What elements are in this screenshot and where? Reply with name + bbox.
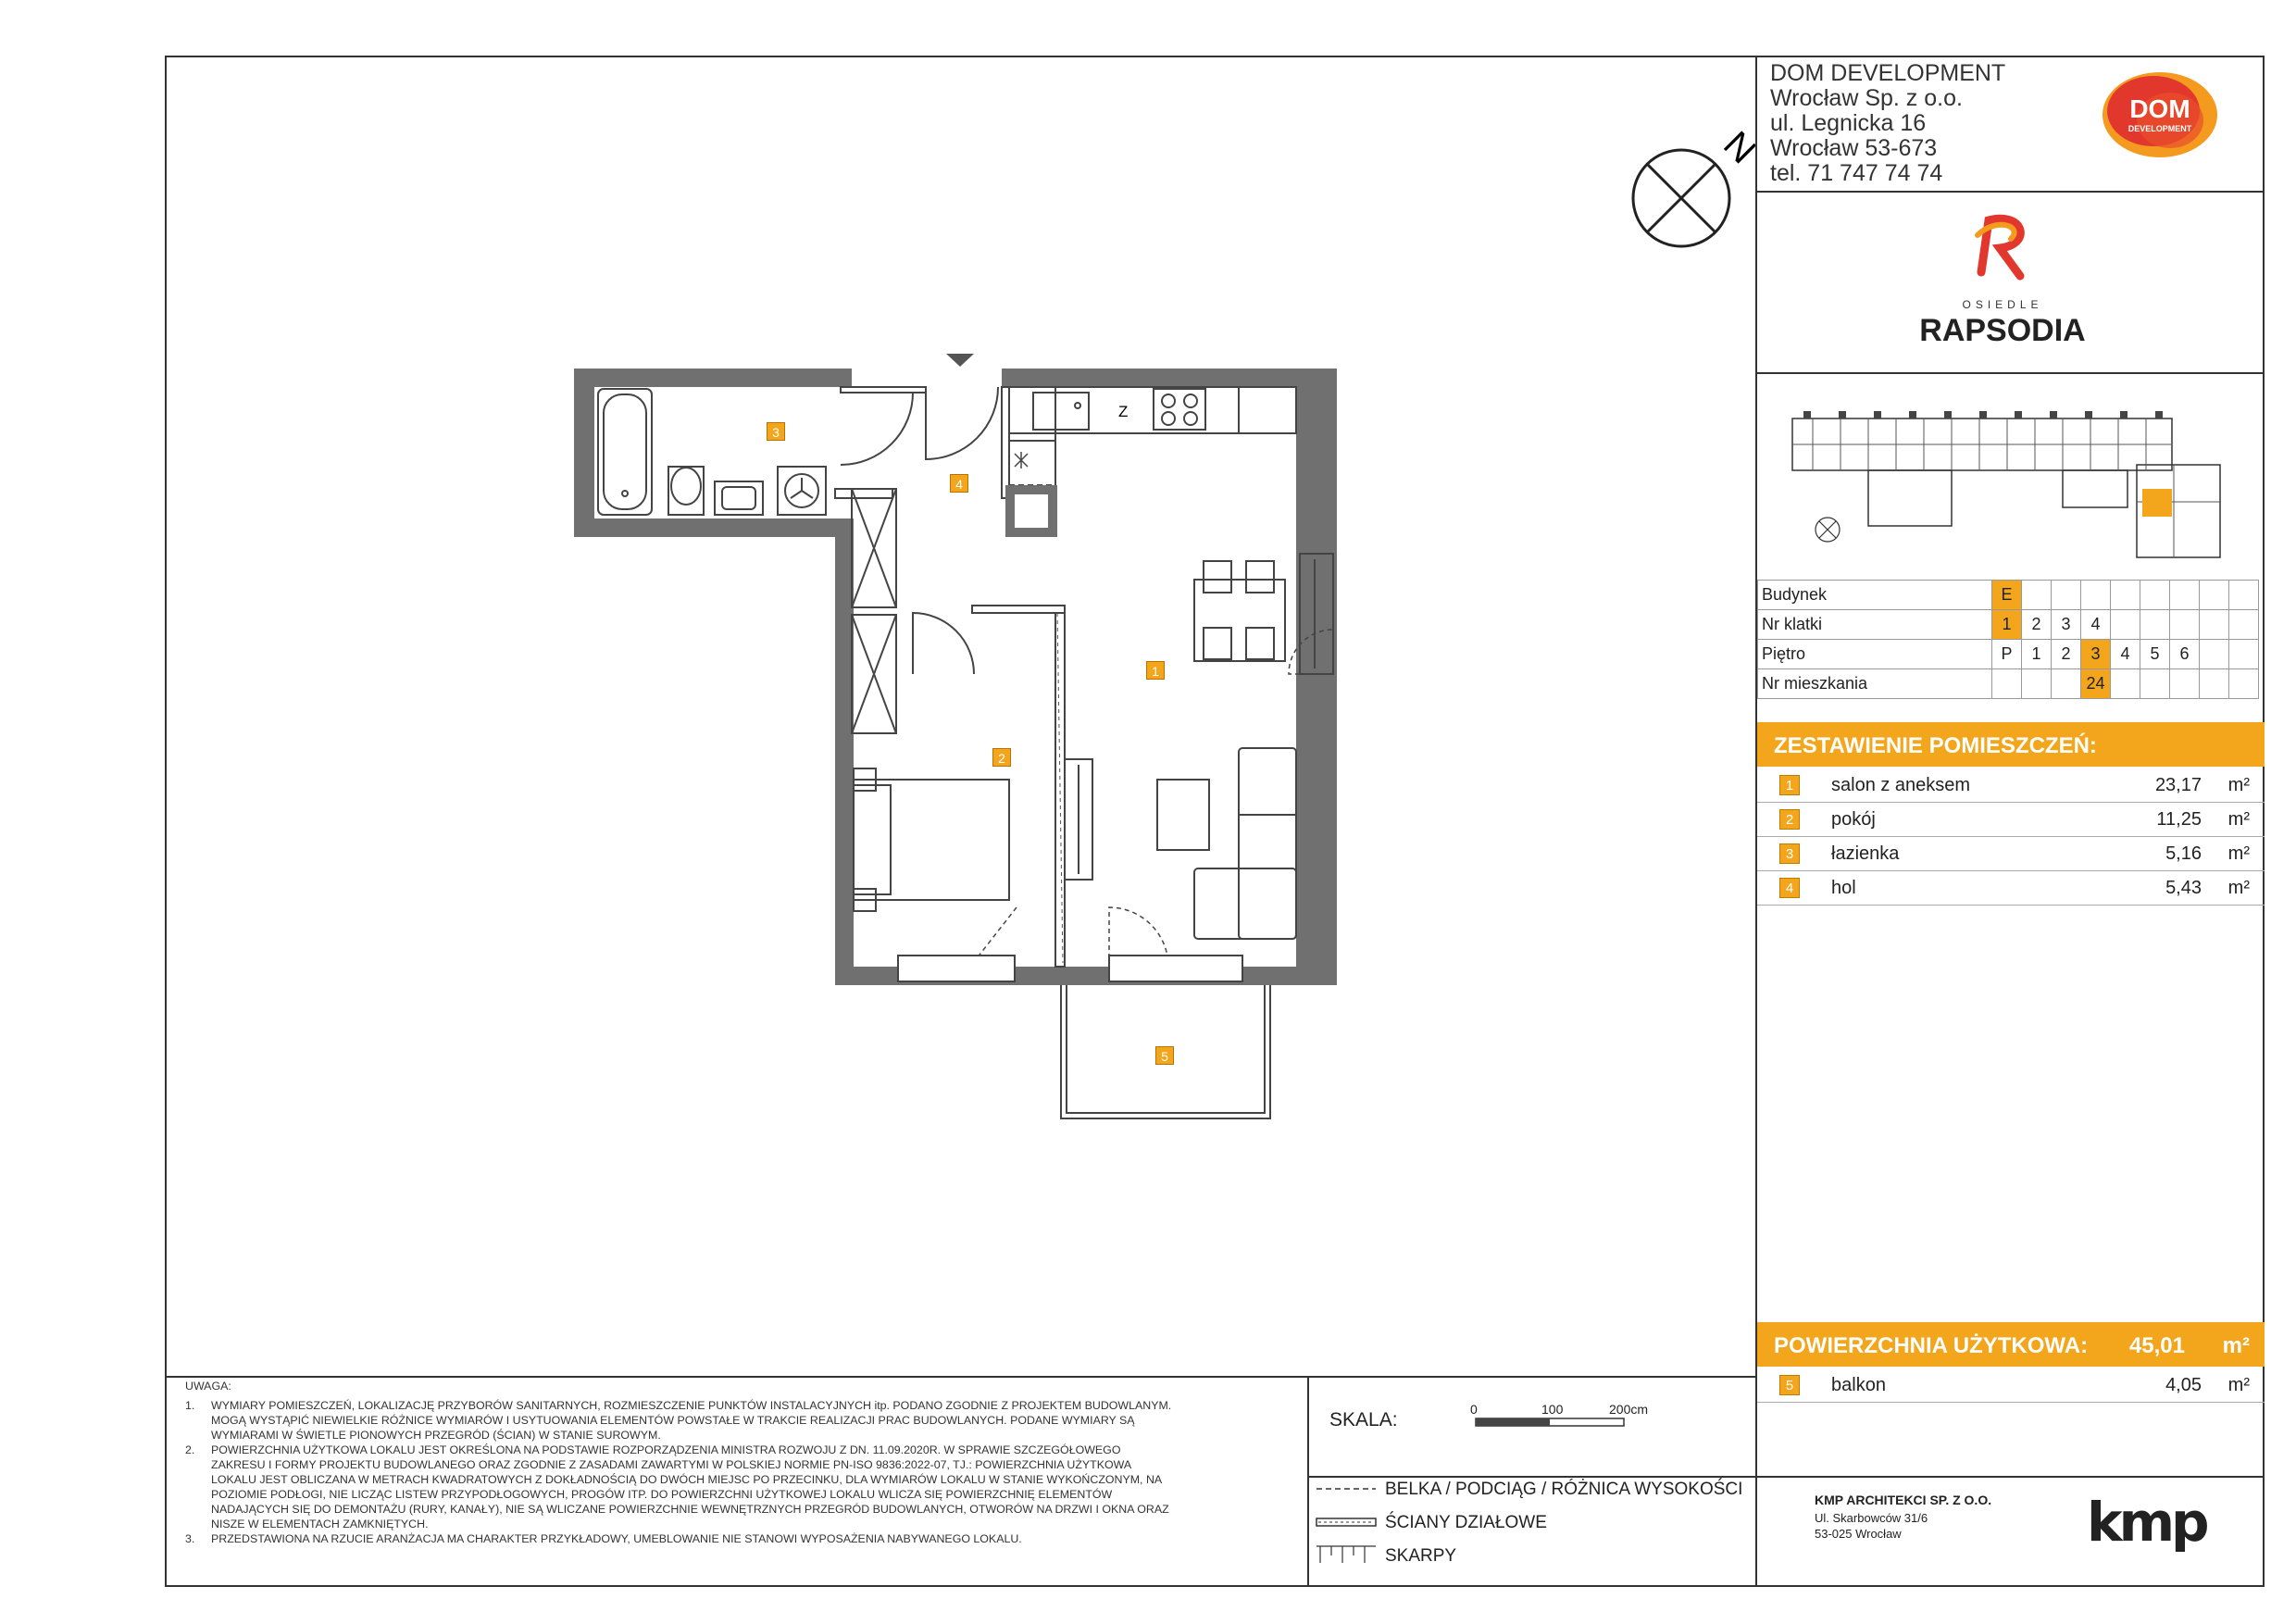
rooms-header-text: ZESTAWIENIE POMIESZCZEŃ: xyxy=(1774,733,2097,758)
balcony-row xyxy=(1757,1368,2265,1403)
note-line: WYMIARAMI W ŚWIETLE PIONOWYCH PRZEGRÓD (ŚCIAN) W STANIE SUROWYM. xyxy=(211,1429,661,1442)
shaft-inner xyxy=(1015,494,1048,528)
info-cell xyxy=(2022,669,2052,699)
info-cell: E xyxy=(1992,581,2022,610)
entrance-arrow-icon xyxy=(946,354,974,367)
info-cell xyxy=(2170,610,2200,640)
info-cell xyxy=(2111,610,2140,640)
info-cell: 6 xyxy=(2170,640,2200,669)
info-cell xyxy=(2200,610,2229,640)
company-name: DOM DEVELOPMENT xyxy=(1770,60,2006,86)
room-name: łazienka xyxy=(1831,843,1900,864)
scale-bar xyxy=(1476,1418,1633,1428)
note-line: MOGĄ WYSTĄPIĆ NIEWIELKIE RÓŻNICE WYMIARÓW I USYTUOWANIA ELEMENTÓW POWSTAŁE W TRAKCIE REALIZACJI PRAC BUDOWLANYCH. PODANE WYMIARY SĄ xyxy=(211,1414,1135,1427)
building-keyplan xyxy=(1785,391,2229,604)
room-num: 2 xyxy=(1779,809,1800,830)
total-area-bar xyxy=(1757,1322,2265,1367)
room-row xyxy=(1757,871,2265,906)
slope-icon xyxy=(1316,1546,1376,1563)
room-unit: m² xyxy=(2227,878,2250,898)
info-cell xyxy=(2140,669,2170,699)
room-unit: m² xyxy=(2227,843,2250,864)
info-cell: 5 xyxy=(2140,640,2170,669)
note-line: POWIERZCHNIA UŻYTKOWA LOKALU JEST OKREŚLONA NA PODSTAWIE ROZPORZĄDZENIA MINISTRA ROZWOJU Z DN. 11.09.2020R. W SPRAWIE SZCZEGÓŁOWEGO xyxy=(211,1443,1121,1456)
legend-icons xyxy=(1315,1480,1379,1581)
rapsodia-logo-icon xyxy=(1968,207,2033,281)
note-number: 3. xyxy=(185,1532,195,1545)
bottom-vertical-divider xyxy=(1307,1376,1309,1587)
room-tag-1: 1 xyxy=(1146,661,1165,680)
info-cell: 1 xyxy=(1992,610,2022,640)
info-cell xyxy=(2170,669,2200,699)
info-row xyxy=(1758,669,2259,699)
info-cell xyxy=(2229,640,2259,669)
estate-prefix: OSIEDLE xyxy=(1962,298,2043,311)
total-area-label: POWIERZCHNIA UŻYTKOWA: xyxy=(1774,1333,2089,1358)
info-row xyxy=(1758,581,2259,610)
room-tag-2: 2 xyxy=(992,748,1011,767)
entrance-door xyxy=(926,387,998,459)
company-entity: Wrocław Sp. z o.o. xyxy=(1770,85,1963,111)
washing-machine xyxy=(778,467,826,515)
info-cell: 3 xyxy=(2052,610,2081,640)
logo-subtext: DEVELOPMENT xyxy=(2128,124,2192,133)
balcony-area: 4,05 xyxy=(2165,1375,2202,1395)
notes-title: UWAGA: xyxy=(185,1380,231,1393)
info-cell xyxy=(2111,581,2140,610)
info-cell xyxy=(2022,581,2052,610)
info-row-label: Piętro xyxy=(1758,640,1992,669)
vent-icon xyxy=(1015,452,1028,468)
total-area-unit: m² xyxy=(2222,1333,2250,1358)
room-row xyxy=(1757,803,2265,837)
info-cell: 1 xyxy=(2022,640,2052,669)
note-number: 1. xyxy=(185,1399,195,1412)
scale-tick-200: 200cm xyxy=(1609,1402,1649,1417)
info-cell xyxy=(2170,581,2200,610)
architect-name: KMP ARCHITEKCI SP. Z O.O. xyxy=(1815,1493,1992,1507)
info-row xyxy=(1758,610,2259,640)
room-row xyxy=(1757,837,2265,871)
info-cell xyxy=(2229,669,2259,699)
architect-street: Ul. Skarbowców 31/6 xyxy=(1815,1511,1928,1525)
company-street: ul. Legnicka 16 xyxy=(1770,110,1927,136)
room-area: 5,16 xyxy=(2165,843,2202,864)
company-phone: tel. 71 747 74 74 xyxy=(1770,160,1943,186)
room-area: 11,25 xyxy=(2156,809,2202,830)
note-line: PRZEDSTAWIONA NA RZUCIE ARANŻACJA MA CHARAKTER PRZYKŁADOWY, UMEBLOWANIE NIE STANOWI WYPOSAŻENIA NABYWANEGO LOKALU. xyxy=(211,1532,1022,1545)
room-name: hol xyxy=(1831,878,1856,898)
sink xyxy=(715,481,763,515)
bathtub xyxy=(598,389,652,515)
bed xyxy=(854,768,1009,911)
info-cell: 3 xyxy=(2081,640,2111,669)
hatched-wall-icon xyxy=(1316,1518,1376,1526)
room-row xyxy=(1757,768,2265,803)
room-num: 4 xyxy=(1779,878,1800,898)
balcony-num: 5 xyxy=(1779,1375,1800,1395)
room-num: 1 xyxy=(1779,775,1800,795)
balcony-name: balkon xyxy=(1831,1375,1886,1395)
info-table xyxy=(1757,580,2266,706)
room-area: 5,43 xyxy=(2165,878,2202,898)
room-name: pokój xyxy=(1831,809,1876,830)
kitchen-counter xyxy=(1009,387,1296,485)
room-name: salon z aneksem xyxy=(1831,775,1971,795)
info-cell xyxy=(2111,669,2140,699)
info-cell xyxy=(2140,581,2170,610)
logo-text: DOM xyxy=(2129,94,2190,123)
info-cell: 2 xyxy=(2022,610,2052,640)
room-unit: m² xyxy=(2227,809,2250,830)
info-cell xyxy=(2229,581,2259,610)
note-number: 2. xyxy=(185,1443,195,1456)
wardrobe xyxy=(852,489,896,733)
info-cell: 24 xyxy=(2081,669,2111,699)
legend-slope-text: SKARPY xyxy=(1385,1546,1457,1566)
dining-table xyxy=(1194,561,1285,661)
legend-beam-text: BELKA / PODCIĄG / RÓŻNICA WYSOKOŚCI xyxy=(1385,1480,1743,1499)
scale-tick-0: 0 xyxy=(1470,1402,1478,1417)
legend-divider xyxy=(1307,1476,1755,1478)
legend-walls-text: ŚCIANY DZIAŁOWE xyxy=(1385,1513,1547,1532)
estate-name: RAPSODIA xyxy=(1919,313,2086,348)
keyplan-compass-icon xyxy=(1816,518,1840,542)
keyplan-highlight xyxy=(2142,489,2172,517)
info-cell: 2 xyxy=(2052,640,2081,669)
info-cell xyxy=(2229,610,2259,640)
company-city: Wrocław 53-673 xyxy=(1770,135,1938,161)
info-cell: 4 xyxy=(2081,610,2111,640)
room-tag-5: 5 xyxy=(1155,1046,1174,1065)
toilet xyxy=(668,467,704,515)
scale-tick-100: 100 xyxy=(1541,1402,1564,1417)
compass-icon xyxy=(1633,150,1729,246)
fridge-label: Z xyxy=(1118,403,1129,420)
info-cell xyxy=(1992,669,2022,699)
info-panel xyxy=(1755,56,2265,1587)
room-tag-3: 3 xyxy=(767,422,785,441)
balcony-unit: m² xyxy=(2227,1375,2250,1395)
note-line: NISZE W ELEMENTACH ZAMKNIĘTYCH. xyxy=(211,1518,429,1530)
info-cell xyxy=(2140,610,2170,640)
architect-city: 53-025 Wrocław xyxy=(1815,1527,1902,1541)
info-row-label: Budynek xyxy=(1758,581,1992,610)
rooms-header xyxy=(1757,722,2265,767)
info-cell xyxy=(2052,669,2081,699)
note-line: LOKALU JEST OBLICZANA W METRACH KWADRATOWYCH Z DOKŁADNOŚCIĄ DO DWÓCH MIEJSC PO PRZECINKU, DLA WYMIARÓW LOKALU W STANIE WYKOŃCZONYM, NA xyxy=(211,1473,1163,1486)
room-num: 3 xyxy=(1779,843,1800,864)
exterior-walls xyxy=(574,369,1337,985)
room-area: 23,17 xyxy=(2154,775,2202,795)
kmp-logo: kmp xyxy=(2087,1491,2206,1554)
info-cell xyxy=(2200,581,2229,610)
bathroom-door xyxy=(841,393,913,465)
info-cell xyxy=(2200,669,2229,699)
note-line: POZIOMIE PODŁOGI, NIE LICZĄC LISTEW PRZYPODŁOGOWYCH, PROGÓW ITP. DO POWIERZCHNI UŻYTKOWEJ LOKALU WLICZA SIĘ POWIERZCHNIĘ ELEMENTÓW xyxy=(211,1488,1113,1501)
info-cell xyxy=(2200,640,2229,669)
bedroom-door xyxy=(913,613,974,674)
room-unit: m² xyxy=(2227,775,2250,795)
note-line: WYMIARY POMIESZCZEŃ, LOKALIZACJĘ PRZYBORÓW SANITARNYCH, ROZMIESZCZENIE PUNKTÓW INSTALACYJNYCH itp. PODANO ZGODNIE Z PROJEKTEM BUDOWLANYM. xyxy=(211,1399,1172,1412)
info-cell: 4 xyxy=(2111,640,2140,669)
total-area-value: 45,01 xyxy=(2128,1333,2185,1358)
room-tag-4: 4 xyxy=(950,474,968,493)
note-line: ZAKRESU I FORMY PROJEKTU BUDOWLANEGO ORAZ ZGODNIE Z ZASADAMI ZAWARTYMI W POLSKIEJ NORMIE PN-ISO 9836:2022-07, TJ.: POWIERZCHNIA UŻYTKOWA xyxy=(211,1458,1132,1471)
scale-label: SKALA: xyxy=(1329,1409,1398,1430)
info-cell xyxy=(2052,581,2081,610)
info-row-label: Nr klatki xyxy=(1758,610,1992,640)
note-line: NADAJĄCYCH SIĘ DO DEMONTAŻU (RURY, KANAŁY), NIE SĄ WLICZANE POWIERZCHNIE WEWNĘTRZNYCH PRZEGRÓD BUDOWLANYCH, OTWORÓW NA DRZWI I OKNA ORAZ xyxy=(211,1503,1169,1516)
compass-label: N xyxy=(1716,123,1764,172)
company-info xyxy=(1770,61,2005,186)
info-cell: P xyxy=(1992,640,2022,669)
info-row xyxy=(1758,640,2259,669)
info-row-label: Nr mieszkania xyxy=(1758,669,1992,699)
info-cell xyxy=(2081,581,2111,610)
bottom-divider xyxy=(165,1376,1755,1378)
wardrobe-bedroom xyxy=(1065,759,1092,880)
coffee-table xyxy=(1157,780,1209,850)
